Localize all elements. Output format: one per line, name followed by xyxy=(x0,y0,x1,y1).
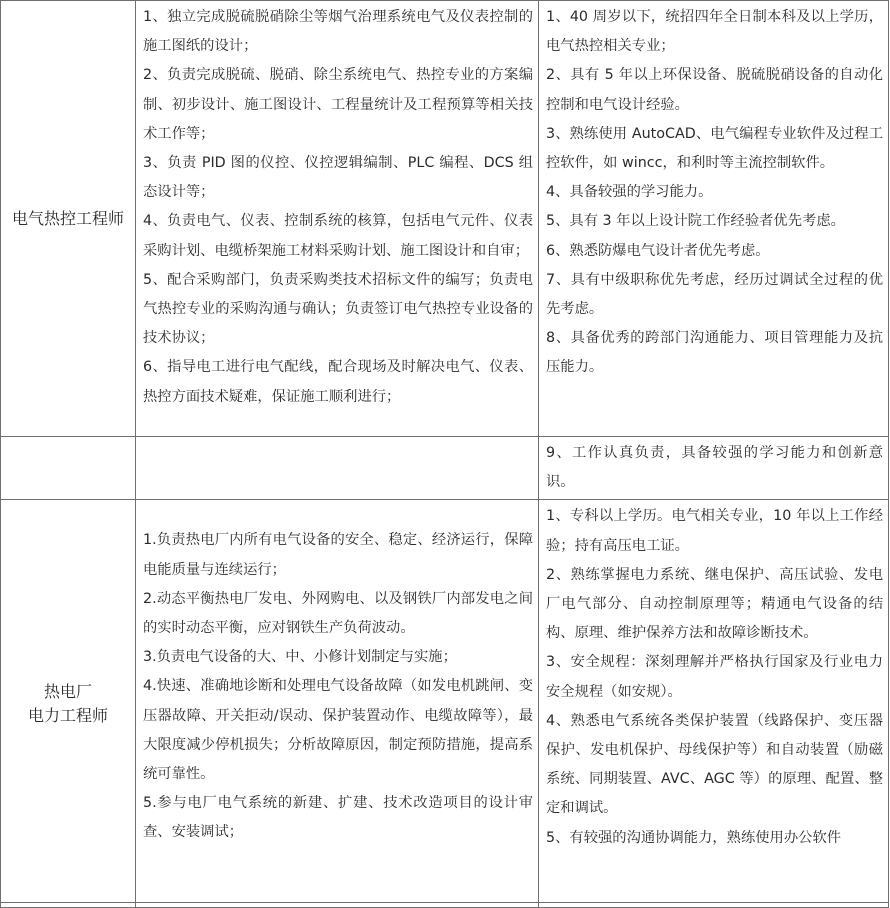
responsibility-item: 4、负责电气、仪表、控制系统的核算，包括电气元件、仪表采购计划、电缆桥架施工材料采购计划、施工图设计和自审； xyxy=(143,213,533,259)
requirement-item: 7、具有中级职称优先考虑，经历过调试全过程的优先考虑。 xyxy=(546,271,883,318)
responsibility-item: 3、负责 PID 图的仪控、仪控逻辑编制、PLC 编程、DCS 组态设计等； xyxy=(143,155,533,201)
role-cell-empty xyxy=(1,437,136,500)
requirement-item: 3、熟练使用 AutoCAD、电气编程专业软件及过程工控软件，如 wincc，和利时等主流控制软件。 xyxy=(546,125,883,172)
table-row-electrical-thermal-control-engineer xyxy=(1,1,889,437)
responsibilities-cell-empty xyxy=(136,437,539,500)
table-row-power-plant-electrical-engineer xyxy=(1,500,889,908)
requirement-item: 4、具备较强的学习能力。 xyxy=(546,184,713,201)
requirement-item: 9、工作认真负责，具备较强的学习能力和创新意识。 xyxy=(546,445,883,491)
role-title: 电气热控工程师 xyxy=(11,208,124,228)
requirement-item: 2、具有 5 年以上环保设备、脱硫脱硝设备的自动化控制和电气设计经验。 xyxy=(546,67,883,113)
role-cell xyxy=(1,1,136,437)
requirement-item: 1、40 周岁以下，统招四年全日制本科及以上学历，电气热控相关专业； xyxy=(546,9,883,55)
requirement-item: 5、有较强的沟通协调能力，熟练使用办公软件 xyxy=(546,829,842,846)
requirement-item: 1、专科以上学历。电气相关专业，10 年以上工作经验；持有高压电工证。 xyxy=(546,508,883,554)
requirement-item: 8、具备优秀的跨部门沟通能力、项目管理能力及抗压能力。 xyxy=(546,330,883,376)
responsibility-item: 1.负责热电厂内所有电气设备的安全、稳定、经济运行，保障电能质量与连续运行； xyxy=(143,532,533,578)
requirement-item: 2、熟练掌握电力系统、继电保护、高压试验、发电厂电气部分、自动控制原理等；精通电气设备的结构、原理、维护保养方法和故障诊断技术。 xyxy=(546,566,883,642)
responsibility-item: 2.动态平衡热电厂发电、外网购电、以及钢铁厂内部发电之间的实时动态平衡，应对钢铁生产负荷波动。 xyxy=(143,590,533,637)
responsibility-item: 2、负责完成脱硫、脱硝、除尘系统电气、热控专业的方案编制、初步设计、施工图设计、工程量统计及工程预算等相关技术工作等； xyxy=(143,67,533,142)
requirement-item: 4、熟悉电气系统各类保护装置（线路保护、变压器保护、发电机保护、母线保护等）和自动装置（励磁系统、同期装置、AVC、AGC 等）的原理、配置、整定和调试。 xyxy=(546,712,883,817)
role-title-line: 电力工程师 xyxy=(27,705,108,725)
responsibility-item: 6、指导电工进行电气配线，配合现场及时解决电气、仪表、热控方面技术疑难，保证施工顺利进行； xyxy=(143,359,533,405)
table-bottom-border xyxy=(0,902,888,903)
responsibility-item: 5、配合采购部门，负责采购类技术招标文件的编写；负责电气热控专业的采购沟通与确认；负责签订电气热控专业设备的技术协议； xyxy=(143,271,533,347)
responsibility-item: 5.参与电厂电气系统的新建、扩建、技术改造项目的设计审查、安装调试； xyxy=(143,795,533,841)
responsibilities-cell xyxy=(136,500,539,908)
requirement-item: 5、具有 3 年以上设计院工作经验者优先考虑。 xyxy=(546,213,845,230)
responsibility-item: 4.快速、准确地诊断和处理电气设备故障（如发电机跳闸、变压器故障、开关拒动/误动、保护装置动作、电缆故障等），最大限度减少停机损失；分析故障原因，制定预防措施，提高系统可靠性。 xyxy=(143,678,533,783)
requirements-cell xyxy=(539,437,889,500)
requirements-cell xyxy=(539,500,889,908)
role-cell xyxy=(1,500,136,908)
responsibility-item: 1、独立完成脱硫脱硝除尘等烟气治理系统电气及仪表控制的施工图纸的设计； xyxy=(143,9,533,55)
role-title-line: 热电厂 xyxy=(43,681,92,701)
responsibilities-cell xyxy=(136,1,539,437)
requirements-cell xyxy=(539,1,889,437)
requirement-item: 6、熟悉防爆电气设计者优先考虑。 xyxy=(546,242,770,259)
table-row-continuation xyxy=(1,437,889,500)
requirement-item: 3、安全规程：深刻理解并严格执行国家及行业电力安全规程（如安规）。 xyxy=(546,654,883,700)
responsibility-item: 3.负责电气设备的大、中、小修计划制定与实施； xyxy=(143,649,457,666)
